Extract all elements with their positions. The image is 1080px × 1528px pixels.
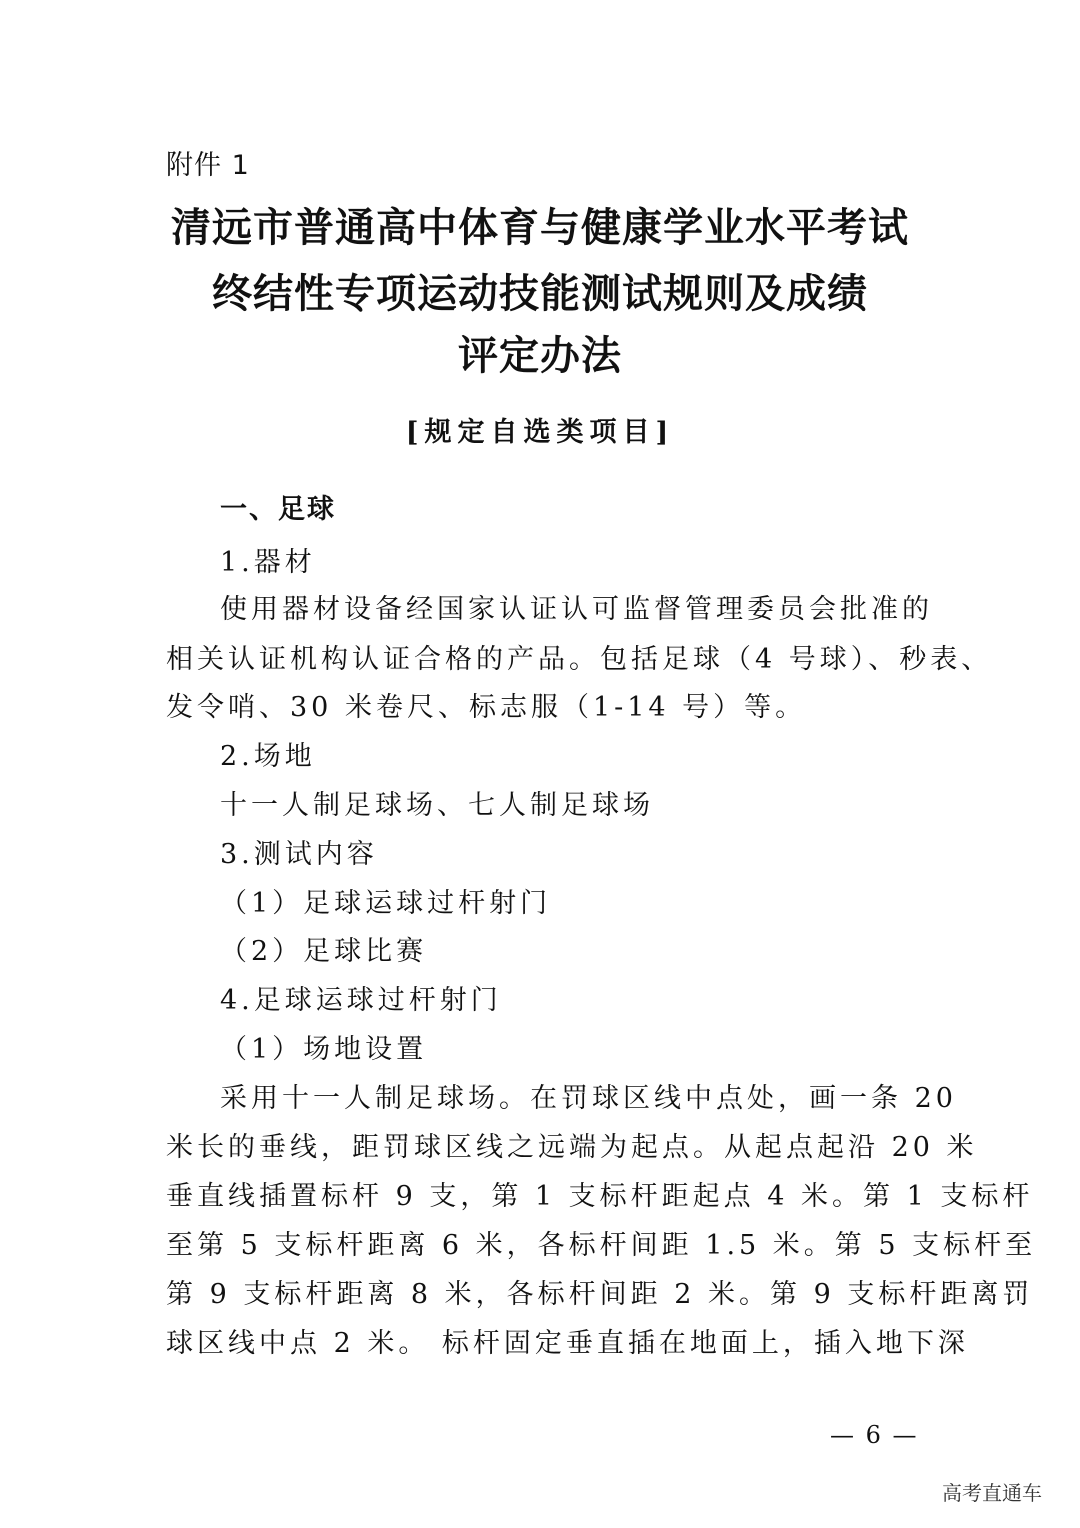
para-equipment-line-1: 使用器材设备经国家认证认可监督管理委员会批准的 xyxy=(220,594,933,625)
para-setup-line-3: 垂直线插置标杆 9 支，第 1 支标杆距起点 4 米。第 1 支标杆 xyxy=(166,1181,1034,1212)
item-equipment: 1.器材 xyxy=(220,547,316,578)
para-setup-line-6: 球区线中点 2 米。 标杆固定垂直插在地面上，插入地下深 xyxy=(166,1328,969,1359)
para-venue: 十一人制足球场、七人制足球场 xyxy=(220,790,654,821)
para-setup-line-4: 至第 5 支标杆距离 6 米，各标杆间距 1.5 米。第 5 支标杆至 xyxy=(166,1230,1037,1261)
subtitle: [规定自选类项目] xyxy=(405,417,675,448)
para-setup-line-2: 米长的垂线，距罚球区线之远端为起点。从起点起沿 20 米 xyxy=(166,1132,978,1163)
item-dribble-shoot: 4.足球运球过杆射门 xyxy=(220,985,502,1016)
item-venue: 2.场地 xyxy=(220,741,316,772)
title-line-1: 清远市普通高中体育与健康学业水平考试 xyxy=(171,204,909,251)
title-line-3: 评定办法 xyxy=(458,332,622,379)
para-setup-line-1: 采用十一人制足球场。在罚球区线中点处，画一条 20 xyxy=(220,1083,957,1114)
item-test-content: 3.测试内容 xyxy=(220,839,378,870)
watermark: 高考直通车 xyxy=(942,1481,1042,1505)
title-line-2: 终结性专项运动技能测试规则及成绩 xyxy=(212,270,868,317)
attachment-label: 附件 1 xyxy=(166,150,250,181)
section-heading-football: 一、足球 xyxy=(220,494,336,525)
para-setup-line-5: 第 9 支标杆距离 8 米，各标杆间距 2 米。第 9 支标杆距离罚 xyxy=(166,1279,1034,1310)
item-dribble-shoot-sub-1: （1）场地设置 xyxy=(220,1034,428,1065)
item-test-content-sub-1: （1）足球运球过杆射门 xyxy=(220,888,552,919)
item-test-content-sub-2: （2）足球比赛 xyxy=(220,936,428,967)
para-equipment-line-3: 发令哨、30 米卷尺、标志服（1-14 号）等。 xyxy=(166,692,807,723)
page-number: — 6 — xyxy=(830,1421,919,1449)
para-equipment-line-2: 相关认证机构认证合格的产品。包括足球（4 号球）、秒表、 xyxy=(166,644,993,675)
